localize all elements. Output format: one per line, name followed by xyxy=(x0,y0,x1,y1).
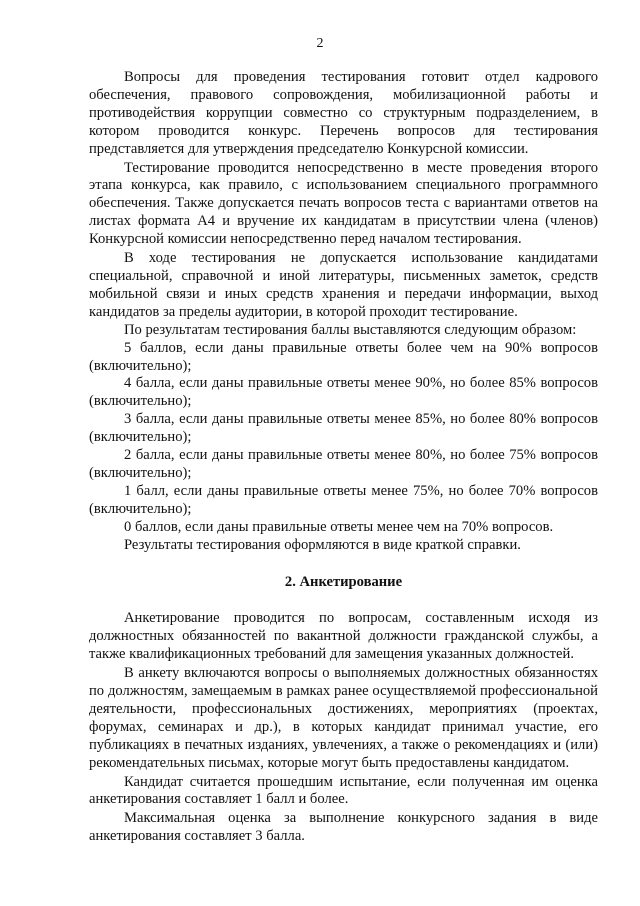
page-number: 2 xyxy=(316,36,324,51)
score-item-4: 4 балла, если даны правильные ответы менее 90%, но более 85% вопросов (включительно); xyxy=(89,375,598,410)
paragraph-questionnaire-max: Максимальная оценка за выполнение конкурсного задания в виде анкетирования составляет 3 балла. xyxy=(89,810,598,845)
paragraph-scoring-intro: По результатам тестирования баллы выставляются следующим образом: xyxy=(124,321,577,338)
paragraph-questionnaire-contents: В анкету включаются вопросы о выполняемых должностных обязанностях по должностям, замещаемым в рамках ранее осуществляемой профессиональной деятельности, профессиональных достижениях, мероприятиях (проектах, форумах, семинарах и др.), в которых кандидат принимал участие, его публикациях в печатных изданиях, увлечениях, а также о рекомендациях и (или) рекомендательных письмах, которые могут быть предоставлены кандидатом. xyxy=(89,665,598,771)
document-body xyxy=(89,69,598,846)
score-item-1: 1 балл, если даны правильные ответы менее 75%, но более 70% вопросов (включительно); xyxy=(89,482,598,517)
paragraph-test-location: Тестирование проводится непосредственно в месте проведения второго этапа конкурса, как правило, с использованием специального программного обеспечения. Также допускается печать вопросов теста с вариантами ответов на листах формата А4 и вручение их кандидатам в присутствии члена (членов) Конкурсной комиссии непосредственно перед началом тестирования. xyxy=(89,159,598,248)
score-item-2: 2 балла, если даны правильные ответы менее 80%, но более 75% вопросов (включительно); xyxy=(89,447,598,481)
score-item-0: 0 баллов, если даны правильные ответы менее чем на 70% вопросов. xyxy=(124,518,554,535)
paragraph-questionnaire-pass: Кандидат считается прошедшим испытание, если полученная им оценка анкетирования составляет 1 балл и более. xyxy=(89,773,598,808)
paragraph-test-results: Результаты тестирования оформляются в виде краткой справки. xyxy=(124,536,521,553)
section-heading: 2. Анкетирование xyxy=(284,574,403,591)
score-item-5: 5 баллов, если даны правильные ответы более чем на 90% вопросов (включительно); xyxy=(89,339,598,374)
score-item-3: 3 балла, если даны правильные ответы менее 85%, но более 80% вопросов (включительно); xyxy=(89,411,598,446)
paragraph-questionnaire-basis: Анкетирование проводится по вопросам, составленным исходя из должностных обязанностей по вакантной должности гражданской службы, а также квалификационных требований для замещения указанных должностей. xyxy=(89,610,598,663)
paragraph-test-questions: Вопросы для проведения тестирования готовит отдел кадрового обеспечения, правового сопровождения, мобилизационной работы и противодействия коррупции совместно со структурным подразделением, в котором проводится конкурс. Перечень вопросов для тестирования представляется для утверждения председателю Конкурсной комиссии. xyxy=(89,69,598,157)
paragraph-test-restrictions: В ходе тестирования не допускается использование кандидатами специальной, справочной и иной литературы, письменных заметок, средств мобильной связи и иных средств хранения и передачи информации, выход кандидатов за пределы аудитории, в которой проходит тестирование. xyxy=(89,250,598,320)
